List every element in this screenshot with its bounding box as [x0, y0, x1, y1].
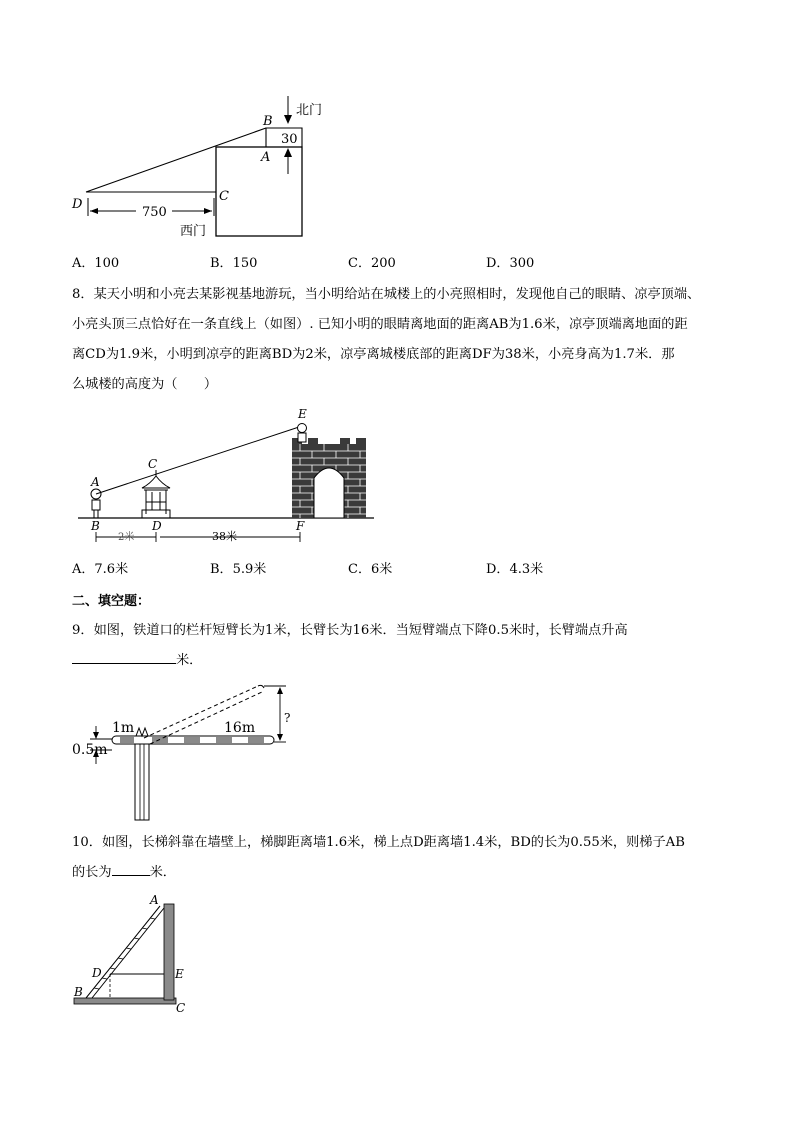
- q9-answer-blank[interactable]: [72, 649, 176, 664]
- q9-number: 9．: [72, 623, 94, 638]
- q9-unknown: ?: [284, 711, 291, 725]
- q9-drop: 0.5m: [72, 742, 108, 758]
- q9-question: [72, 616, 724, 676]
- q7-option-c[interactable]: C．200: [348, 256, 396, 271]
- q8-label-a: A: [91, 475, 100, 489]
- q10-line-2-suffix: 米．: [149, 865, 176, 880]
- q7-dist-30: 30: [281, 132, 298, 147]
- q10-number: 10．: [72, 835, 102, 850]
- q9-short-arm: 1m: [112, 720, 135, 736]
- arrow-up-icon: [284, 148, 292, 157]
- arrow-down-icon: [93, 732, 99, 739]
- q10-ladder: [86, 906, 160, 998]
- person-icon: [298, 424, 307, 443]
- q7-west-gate: 西门: [180, 224, 207, 239]
- q8-line-1: 某天小明和小亮去某影视基地游玩，当小明给站在城楼上的小亮照相时，发现他自己的眼睛、凉亭顶端、: [93, 287, 701, 302]
- q8-label-b: B: [91, 519, 100, 533]
- arrow-down-icon: [284, 115, 292, 124]
- q7-option-b[interactable]: B．150: [210, 256, 258, 271]
- q10-answer-blank[interactable]: [112, 861, 150, 876]
- q8-label-c: C: [148, 457, 158, 471]
- q8-label-d: D: [152, 519, 162, 533]
- q8-option-c[interactable]: C．6米: [348, 562, 393, 577]
- q7-label-b: B: [263, 114, 273, 129]
- q10-question: [72, 828, 724, 888]
- q8-line-3: 离CD为1.9米，小明到凉亭的距离BD为2米，凉亭离城楼底部的距离DF为38米，小亮身高为1.7米．那: [72, 347, 675, 362]
- q8-dist-df: 38米: [212, 530, 237, 543]
- q7-option-d[interactable]: D．300: [486, 256, 535, 271]
- q8-line-4: 么城楼的高度为（ ）: [72, 377, 218, 392]
- q9-line-1: 如图，铁道口的栏杆短臂长为1米，长臂长为16米．当短臂端点下降0.5米时，长臂端点升高: [93, 623, 628, 638]
- q8-label-f: F: [296, 519, 305, 533]
- q7-options: [72, 252, 732, 272]
- q10-wall: [164, 904, 174, 1000]
- q10-label-b: B: [74, 985, 83, 999]
- q8-dist-bd: 2米: [118, 532, 135, 543]
- q9-long-arm: 16m: [224, 720, 256, 736]
- q7-line-db: [86, 128, 266, 192]
- q8-option-d[interactable]: D．4.3米: [486, 562, 544, 577]
- q10-label-e: E: [175, 967, 184, 981]
- q10-figure: [72, 894, 192, 1018]
- section-fill-in-title: 二、填空题：: [72, 594, 151, 609]
- q8-label-e: E: [298, 407, 307, 421]
- q8-figure: [72, 404, 382, 549]
- q10-label-d: D: [92, 966, 102, 980]
- q10-line-1: 如图，长梯斜靠在墙壁上，梯脚距离墙1.6米，梯上点D距离墙1.4米，BD的长为0.55米，则梯子AB: [101, 835, 685, 850]
- q7-option-a[interactable]: A．100: [72, 256, 120, 271]
- q8-question: [72, 280, 724, 400]
- q7-figure: [60, 92, 350, 242]
- q7-label-c: C: [219, 189, 229, 204]
- q8-line-2: 小亮头顶三点恰好在一条直线上（如图）. 已知小明的眼睛离地面的距离AB为1.6米，凉亭顶端离地面的距: [72, 317, 688, 332]
- q9-figure: [72, 680, 312, 822]
- q7-label-d: D: [72, 197, 83, 212]
- q10-label-a: A: [150, 894, 159, 907]
- q10-line-2-prefix: 的长为: [72, 865, 112, 880]
- q8-sight-line: [96, 426, 302, 494]
- q7-north-gate: 北门: [296, 103, 323, 118]
- q10-ground: [74, 998, 176, 1004]
- q8-option-b[interactable]: B．5.9米: [210, 562, 267, 577]
- q8-doorway: [314, 468, 344, 518]
- q8-options: [72, 558, 732, 578]
- q7-dist-750: 750: [142, 205, 167, 220]
- q9-line-2: 米．: [176, 653, 203, 668]
- q10-label-c: C: [176, 1001, 186, 1015]
- q7-label-a: A: [261, 150, 271, 165]
- q8-number: 8．: [72, 287, 94, 302]
- q8-option-a[interactable]: A．7.6米: [72, 562, 129, 577]
